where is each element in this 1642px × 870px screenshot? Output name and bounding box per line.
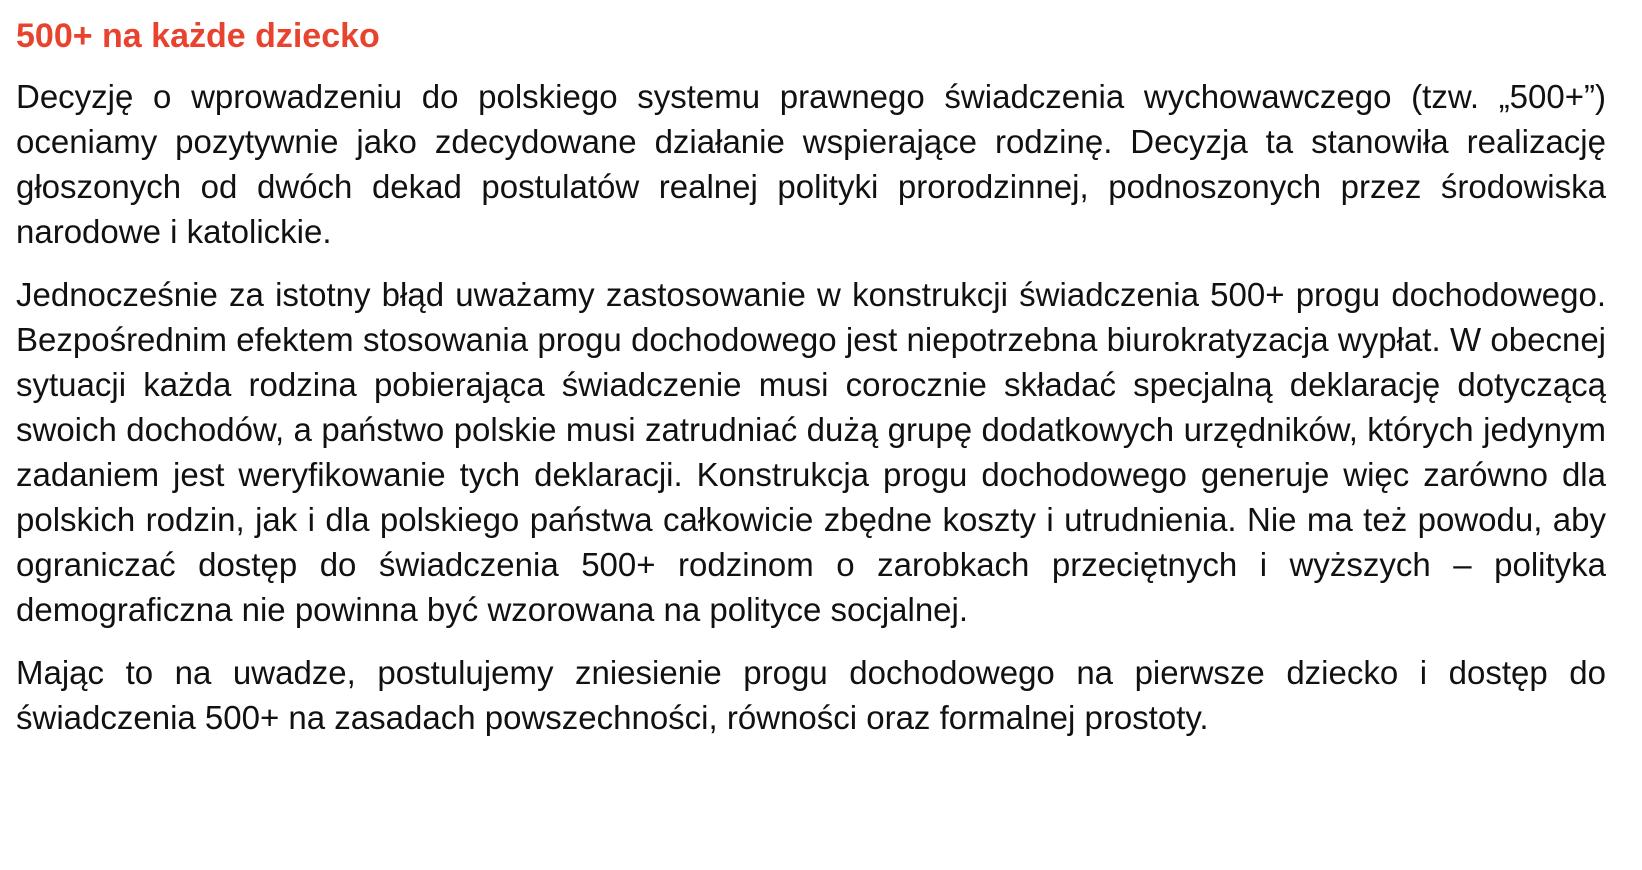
paragraph-2: Jednocześnie za istotny błąd uważamy zastosowanie w konstrukcji świadczenia 500+ progu dochodowego. Bezpośrednim efektem stosowania progu dochodowego jest niepotrzebna biurokratyzacja wypłat. W obecnej sytuacji każda rodzina pobierająca świadczenie musi corocznie składać specjalną deklarację dotyczącą swoich dochodów, a państwo polskie musi zatrudniać dużą grupę dodatkowych urzędników, których jedynym zadaniem jest weryfikowanie tych deklaracji. Konstrukcja progu dochodowego generuje więc zarówno dla polskich rodzin, jak i dla polskiego państwa całkowicie zbędne koszty i utrudnienia. Nie ma też powodu, aby ograniczać dostęp do świadczenia 500+ rodzinom o zarobkach przeciętnych i wyższych – polityka demograficzna nie powinna być wzorowana na polityce socjalnej. [16,276,1606,628]
paragraph-1: Decyzję o wprowadzeniu do polskiego systemu prawnego świadczenia wychowawczego (tzw. „500+”) oceniamy pozytywnie jako zdecydowane działanie wspierające rodzinę. Decyzja ta stanowiła realizację głoszonych od dwóch dekad postulatów realnej polityki prorodzinnej, podnoszonych przez środowiska narodowe i katolickie. [16,78,1606,250]
paragraph-3: Mając to na uwadze, postulujemy zniesienie progu dochodowego na pierwsze dziecko i dostęp do świadczenia 500+ na zasadach powszechności, równości oraz formalnej prostoty. [16,654,1606,736]
section-title: 500+ na każde dziecko [16,17,380,55]
